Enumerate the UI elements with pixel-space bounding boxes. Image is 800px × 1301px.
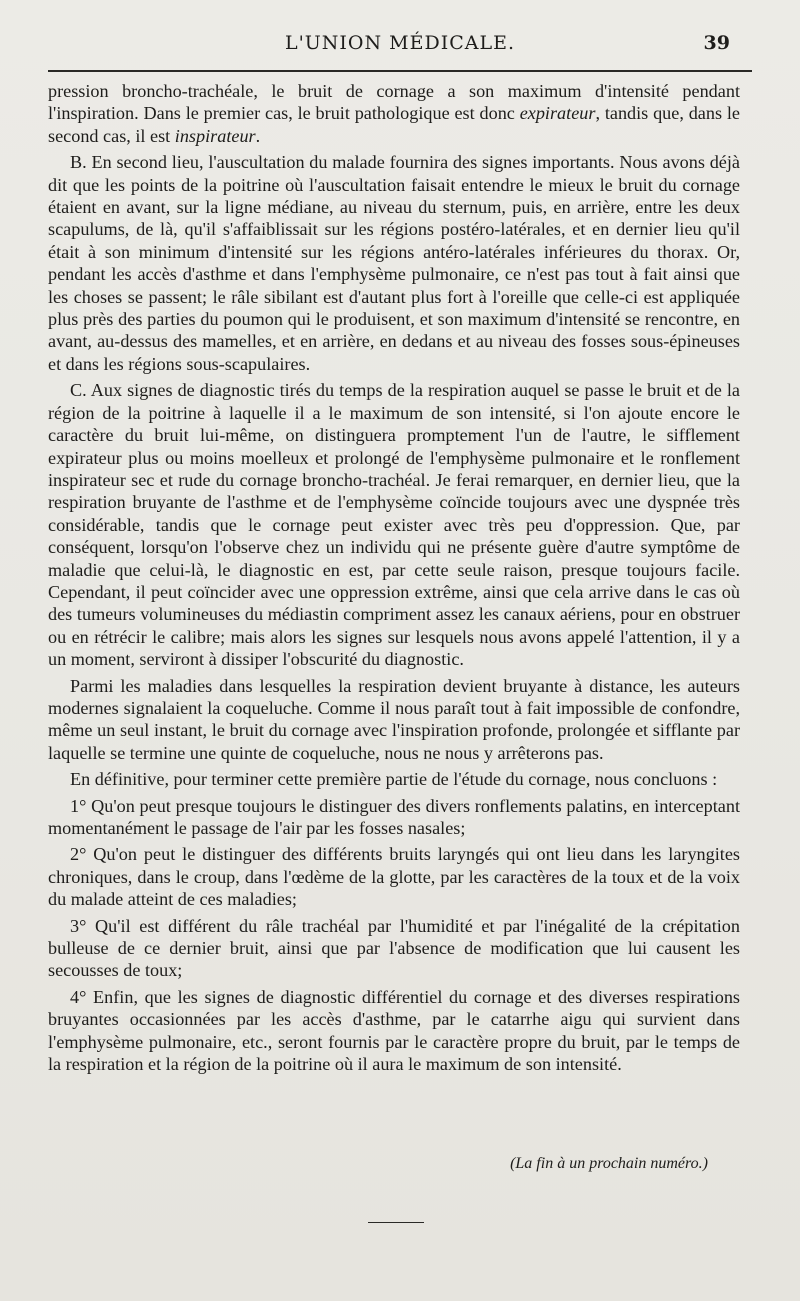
journal-title: L'UNION MÉDICALE. bbox=[284, 32, 516, 54]
paragraph-b: B. En second lieu, l'auscultation du malade fournira des signes importants. Nous avons déjà dit que les points de la poitrine où l'auscultation faisait entendre le mieux le bruit du cornage étaient en avant, sur la ligne médiane, au niveau du sternum, puis, en arrière, entre les deux scapulums, de là, qu'il s'affaiblissait sur les régions postéro-latérales, et en dernier lieu qu'il était à son minimum d'intensité sur les régions antéro-latérales inférieures du thorax. Or, pendant les accès d'asthme et dans l'emphysème pulmonaire, ce n'est pas tout à fait ainsi que les choses se passent; le râle sibilant est d'autant plus fort à l'oreille que celle-ci est appliquée plus près des parties du poumon qui le produisent, et son maximum d'intensité se rencontre, en avant, au-dessus des mamelles, et en arrière, en dedans et au niveau des fosses sous-épineuses et dans les régions sous-scapulaires. bbox=[48, 152, 740, 374]
page-number: 39 bbox=[703, 32, 730, 54]
header-rule bbox=[48, 70, 752, 72]
paragraph-conclusion-intro: En définitive, pour terminer cette première partie de l'étude du cornage, nous concluons : bbox=[70, 769, 718, 790]
continuation-note: (La fin à un prochain numéro.) bbox=[510, 1155, 708, 1172]
paragraph-coqueluche: Parmi les maladies dans lesquelles la respiration devient bruyante à distance, les auteurs modernes signalaient la coqueluche. Comme il nous paraît tout à fait impossible de confondre, même un seul instant, le bruit du cornage avec l'inspiration profonde, prolongée et sifflante par laquelle se termine une quinte de coqueluche, nous ne nous y arrêterons pas. bbox=[48, 675, 740, 763]
text-run: . bbox=[255, 125, 261, 146]
emphasis-inspirateur: inspirateur bbox=[174, 125, 256, 146]
running-header bbox=[0, 28, 800, 58]
conclusion-item: 1° Qu'on peut presque toujours le distinguer des divers ronflements palatins, en interceptant momentanément le passage de l'air par les fosses nasales; bbox=[48, 795, 740, 838]
conclusion-item: 3° Qu'il est différent du râle trachéal par l'humidité et par l'inégalité de la crépitation bulleuse de ce dernier bruit, ainsi que par l'absence de modification que lui causent les secousses de toux; bbox=[48, 915, 740, 981]
paragraph-c: C. Aux signes de diagnostic tirés du temps de la respiration auquel se passe le bruit et de la région de la poitrine à laquelle il a le maximum de son intensité, si l'on ajoute encore le caractère du bruit lui-même, on distinguera promptement l'un de l'autre, le sifflement expirateur plus ou moins moelleux et prolongé de l'emphysème pulmonaire et le ronflement inspirateur sec et rude du cornage broncho-trachéal. Je ferai remarquer, en dernier lieu, que la respiration bruyante de l'asthme et de l'emphysème coïncide toujours avec une dyspnée très considérable, tandis que le cornage peut exister avec très peu d'oppression. Que, par conséquent, lorsqu'on l'observe chez un individu qui ne présente guère d'autre symptôme de maladie que celui-là, le diagnostic en est, par cette seule raison, presque toujours facile. Cependant, il peut coïncider avec une oppression extrême, ainsi que cela arrive dans le cas où des tumeurs volumineuses du médiastin compriment assez les canaux aériens, pour en obstruer ou en rétrécir le calibre; mais alors les signes sur lesquels nous avons appelé l'attention, il y a un moment, serviront à dissiper l'obscurité du diagnostic. bbox=[48, 380, 740, 670]
article-body bbox=[48, 80, 740, 1079]
conclusion-item: 2° Qu'on peut le distinguer des différents bruits laryngés qui ont lieu dans les laryngites chroniques, dans le croup, dans l'œdème de la glotte, par les caractères de la toux et de la voix du malade atteint de ces maladies; bbox=[48, 844, 740, 910]
text-run: pression broncho-trachéale, le bruit de cornage a son maximum d'intensité pendant l'inspiration. Dans le premier cas, le bruit pathologique est donc bbox=[48, 81, 740, 124]
end-rule bbox=[368, 1222, 424, 1223]
text-run: , tandis que, dans le second cas, il est bbox=[48, 103, 740, 146]
emphasis-expirateur: expirateur bbox=[519, 103, 596, 124]
paragraph-continued bbox=[48, 80, 740, 147]
conclusion-item: 4° Enfin, que les signes de diagnostic différentiel du cornage et des diverses respirations bruyantes occasionnées par les accès d'asthme, par le catarrhe aigu qui survient dans l'emphysème pulmonaire, etc., seront fournis par le caractère propre du bruit, par le temps de la respiration et la région de la poitrine où il aura le maximum de son intensité. bbox=[48, 986, 740, 1075]
